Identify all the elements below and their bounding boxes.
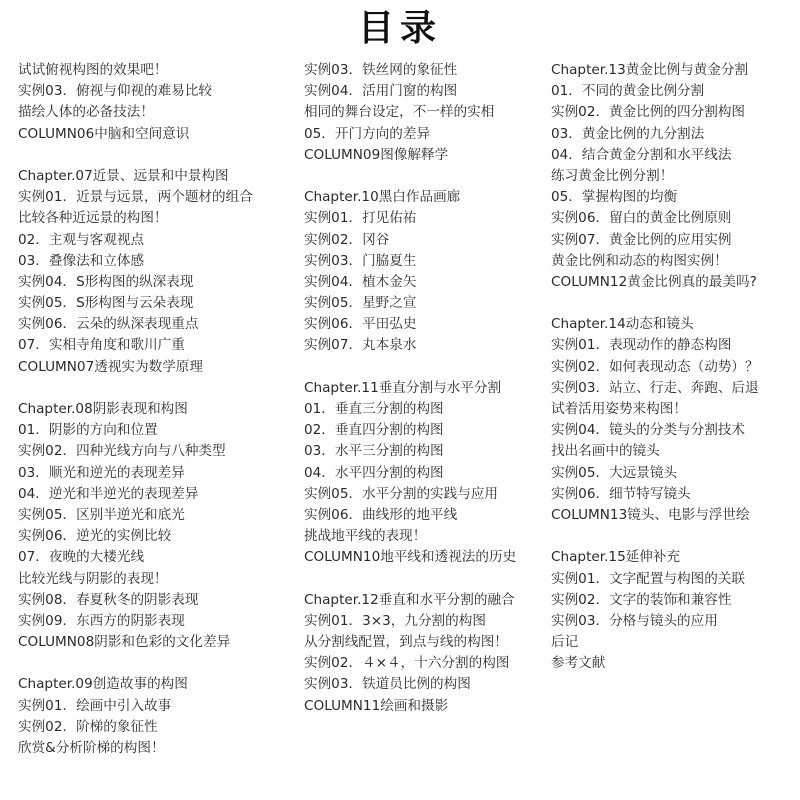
chapter-heading: Chapter.09创造故事的构图 <box>18 676 188 693</box>
toc-entry: 实例03．铁丝网的象征性 <box>304 62 458 78</box>
toc-entry: 从分割线配置，到点与线的构图！ <box>304 634 508 651</box>
toc-entry: COLUMN08阴影和色彩的文化差异 <box>18 634 231 651</box>
toc-entry: 实例05．大远景镜头 <box>551 464 678 481</box>
section-gap <box>304 569 549 590</box>
toc-entry: 05．开门方向的差异 <box>304 125 431 142</box>
toc-entry: 04．结合黄金分割和水平线法 <box>551 146 732 163</box>
toc-entry: 实例03．门脇夏生 <box>304 252 417 269</box>
toc-entry: 实例02．如何表现动态（动势）？ <box>551 358 759 375</box>
toc-entry: 实例02．文字的装饰和兼容性 <box>551 591 732 608</box>
toc-entry: 02．主观与客观视点 <box>18 231 145 248</box>
toc-entry: 实例03．站立、行走、奔跑、后退 <box>551 379 759 396</box>
section-gap <box>18 653 298 674</box>
toc-column-3 <box>551 60 796 674</box>
toc-entry: 实例08．春夏秋冬的阴影表现 <box>18 591 199 608</box>
section-gap <box>551 526 796 547</box>
toc-column-2 <box>304 60 549 717</box>
toc-entry: 实例07．丸本泉水 <box>304 337 417 354</box>
chapter-heading: Chapter.12垂直和水平分割的融合 <box>304 591 515 608</box>
toc-entry: 01．阴影的方向和位置 <box>18 422 158 439</box>
toc-entry: COLUMN13镜头、电影与浮世绘 <box>551 506 750 523</box>
toc-entry: 实例01．表现动作的静态构图 <box>551 337 732 354</box>
toc-entry: 实例01．3×3，九分割的构图 <box>304 612 486 629</box>
section-gap <box>304 166 549 187</box>
toc-entry: 07．实相寺角度和歌川广重 <box>18 337 185 354</box>
toc-entry: 实例06．细节特写镜头 <box>551 485 691 502</box>
toc-entry: COLUMN10地平线和透视法的历史 <box>304 549 517 566</box>
page-title: 目录 <box>357 8 442 49</box>
chapter-heading: Chapter.10黑白作品画廊 <box>304 189 461 206</box>
chapter-heading: Chapter.13黄金比例与黄金分割 <box>551 62 749 78</box>
toc-entry: 实例04．S形构图的纵深表现 <box>18 273 194 290</box>
toc-entry: 比较光线与阴影的表现！ <box>18 570 168 587</box>
section-gap <box>18 145 298 166</box>
toc-entry: 05．掌握构图的均衡 <box>551 189 678 206</box>
toc-entry: 实例03．铁道员比例的构图 <box>304 676 471 693</box>
toc-entry: 实例06．曲线形的地平线 <box>304 506 458 523</box>
toc-entry: 02．垂直四分割的构图 <box>304 422 444 439</box>
toc-entry: 试着活用姿势来构图！ <box>551 401 687 417</box>
chapter-heading: Chapter.11垂直分割与水平分割 <box>304 379 502 396</box>
toc-entry: 实例04．活用门窗的构图 <box>304 83 458 100</box>
toc-entry: 实例02．阶梯的象征性 <box>18 718 158 735</box>
toc-entry: 实例01．打见佑祐 <box>304 210 417 227</box>
toc-entry: 07．夜晚的大楼光线 <box>18 549 145 566</box>
toc-entry: 实例04．镜头的分类与分割技术 <box>551 422 746 439</box>
toc-entry: 01．不同的黄金比例分割 <box>551 83 705 100</box>
toc-entry: 实例03．俯视与仰视的难易比较 <box>18 83 213 100</box>
toc-entry: 实例01．绘画中引入故事 <box>18 697 172 714</box>
toc-entry: 实例06．逆光的实例比较 <box>18 528 172 545</box>
toc-entry: 03．顺光和逆光的表现差异 <box>18 464 185 481</box>
toc-entry: 黄金比例和动态的构图实例！ <box>551 252 728 269</box>
toc-entry: 实例01．文字配置与构图的关联 <box>551 570 746 587</box>
toc-entry: 实例05．星野之宣 <box>304 295 417 312</box>
toc-entry: 后记 <box>551 634 579 651</box>
toc-entry: 03．黄金比例的九分割法 <box>551 125 705 142</box>
toc-entry: 实例02．冈谷 <box>304 231 390 248</box>
toc-entry: 04．水平四分割的构图 <box>304 464 444 481</box>
toc-entry: 练习黄金比例分割！ <box>551 167 674 184</box>
toc-entry: 实例06．平田弘史 <box>304 316 417 333</box>
section-gap <box>304 357 549 378</box>
chapter-heading: Chapter.14动态和镜头 <box>551 316 694 333</box>
chapter-heading: Chapter.07近景、远景和中景构图 <box>18 167 229 184</box>
toc-entry: 挑战地平线的表现！ <box>304 528 427 545</box>
toc-entry: 实例06．云朵的纵深表现重点 <box>18 316 199 333</box>
toc-entry: 实例02．黄金比例的四分割构图 <box>551 104 746 121</box>
toc-entry: 03．叠像法和立体感 <box>18 252 145 269</box>
toc-entry: 实例01．近景与远景，两个题材的组合 <box>18 189 253 206</box>
toc-entry: 欣赏&分析阶梯的构图！ <box>18 740 165 756</box>
toc-entry: COLUMN09图像解释学 <box>304 146 449 163</box>
toc-entry: 01．垂直三分割的构图 <box>304 401 444 417</box>
toc-entry: 实例04．植木金矢 <box>304 273 417 290</box>
toc-entry: COLUMN12黄金比例真的最美吗? <box>551 273 757 290</box>
toc-entry: COLUMN07透视实为数学原理 <box>18 358 203 375</box>
toc-entry: 相同的舞台设定，不一样的实相 <box>304 104 495 121</box>
toc-entry: 比较各种近远景的构图！ <box>18 210 168 227</box>
toc-entry: 实例06．留白的黄金比例原则 <box>551 210 732 227</box>
toc-entry: 参考文献 <box>551 655 606 672</box>
toc-entry: 找出名画中的镜头 <box>551 443 660 460</box>
section-gap <box>551 293 796 314</box>
toc-entry: 04．逆光和半逆光的表现差异 <box>18 485 199 502</box>
toc-entry: 实例02．４×４，十六分割的构图 <box>304 655 510 672</box>
chapter-heading: Chapter.15延伸补充 <box>551 549 681 566</box>
chapter-heading: Chapter.08阴影表现和构图 <box>18 401 188 417</box>
toc-entry: 实例03．分格与镜头的应用 <box>551 612 718 629</box>
toc-entry: 试试俯视构图的效果吧！ <box>18 62 168 78</box>
toc-entry: 实例05．水平分割的实践与应用 <box>304 485 499 502</box>
toc-entry: 实例05．S形构图与云朵表现 <box>18 295 194 312</box>
toc-entry: 03．水平三分割的构图 <box>304 443 444 460</box>
toc-entry: 描绘人体的必备技法！ <box>18 104 154 121</box>
section-gap <box>18 378 298 399</box>
toc-entry: COLUMN11绘画和摄影 <box>304 697 449 714</box>
toc-entry: 实例07．黄金比例的应用实例 <box>551 231 732 248</box>
toc-entry: COLUMN06中脑和空间意识 <box>18 125 190 142</box>
toc-entry: 实例05．区别半逆光和底光 <box>18 506 185 523</box>
toc-entry: 实例09．东西方的阴影表现 <box>18 612 185 629</box>
toc-entry: 实例02．四种光线方向与八种类型 <box>18 443 226 460</box>
toc-column-1 <box>18 60 298 759</box>
